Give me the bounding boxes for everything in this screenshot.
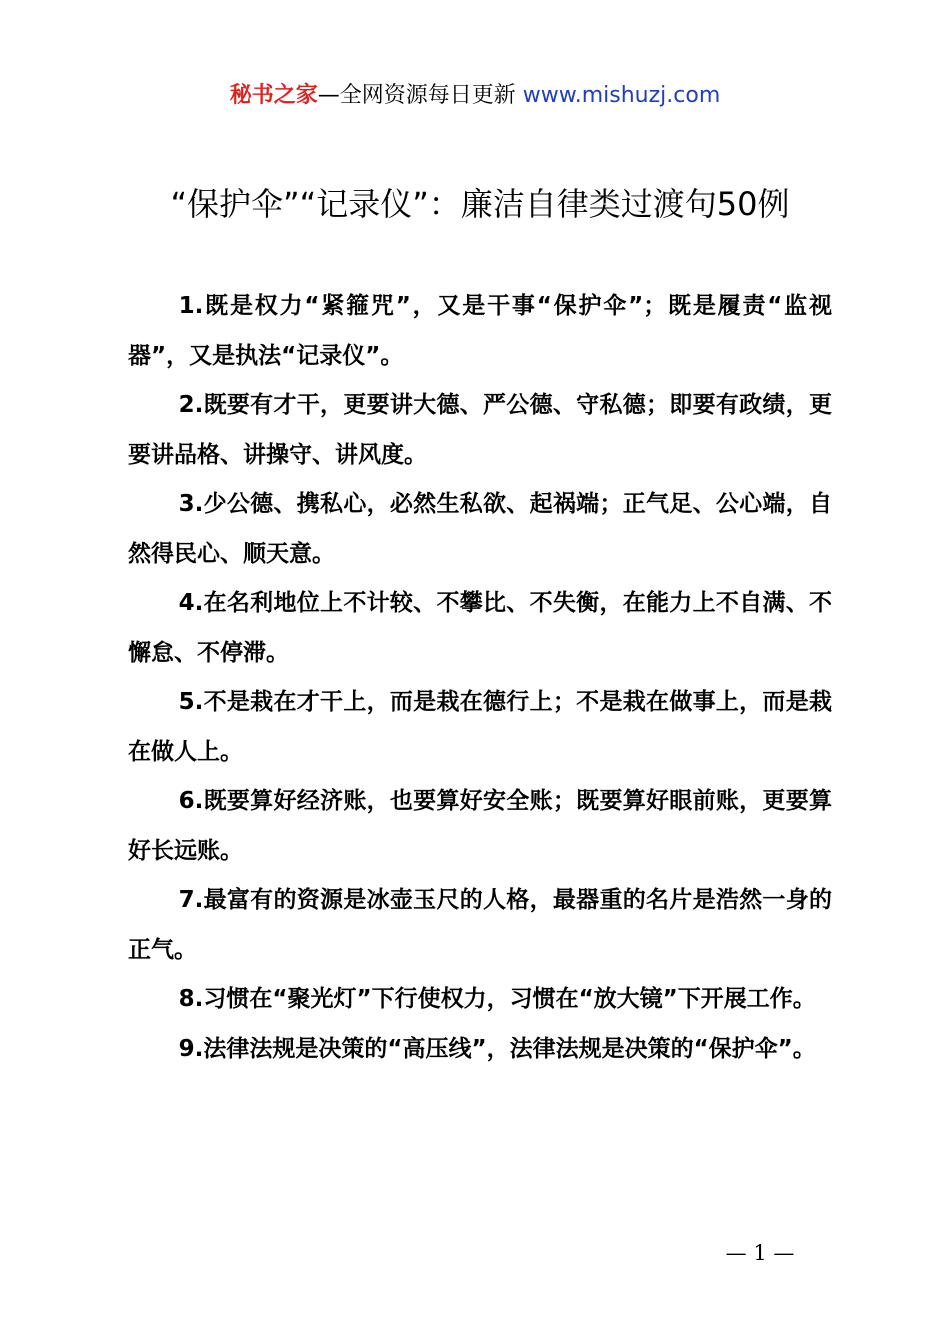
document-title: “保护伞”“记录仪”：廉洁自律类过渡句50例 <box>170 185 790 223</box>
list-item: 8.习惯在“聚光灯”下行使权力，习惯在“放大镜”下开展工作。 <box>178 986 816 1012</box>
site-url-link[interactable]: www.mishuzj.com <box>522 83 721 108</box>
site-brand: 秘书之家 <box>229 83 318 108</box>
site-header <box>0 80 950 112</box>
site-tagline: —全网资源每日更新 <box>317 83 523 108</box>
list-item: 9.法律法规是决策的“高压线”，法律法规是决策的“保护伞”。 <box>178 1035 816 1062</box>
document-body <box>128 282 832 1074</box>
list-item: 4.在名利地位上不计较、不攀比、不失衡，在能力上不自满、不懈怠、不停滞。 <box>128 590 832 666</box>
list-item: 5.不是栽在才干上，而是栽在德行上；不是栽在做事上，而是栽在做人上。 <box>128 689 832 765</box>
list-item: 6.既要算好经济账，也要算好安全账；既要算好眼前账，更要算好长远账。 <box>128 788 832 864</box>
list-item: 1.既是权力“紧箍咒”，又是干事“保护伞”；既是履责“监视器”，又是执法“记录仪”。 <box>128 293 832 369</box>
list-item: 7.最富有的资源是冰壶玉尺的人格，最器重的名片是浩然一身的正气。 <box>128 887 832 963</box>
page-number: — 1 — <box>725 1241 795 1265</box>
list-item: 3.少公德、携私心，必然生私欲、起祸端；正气足、公心端，自然得民心、顺天意。 <box>128 491 832 567</box>
list-item: 2.既要有才干，更要讲大德、严公德、守私德；即要有政绩，更要讲品格、讲操守、讲风度。 <box>128 392 832 468</box>
